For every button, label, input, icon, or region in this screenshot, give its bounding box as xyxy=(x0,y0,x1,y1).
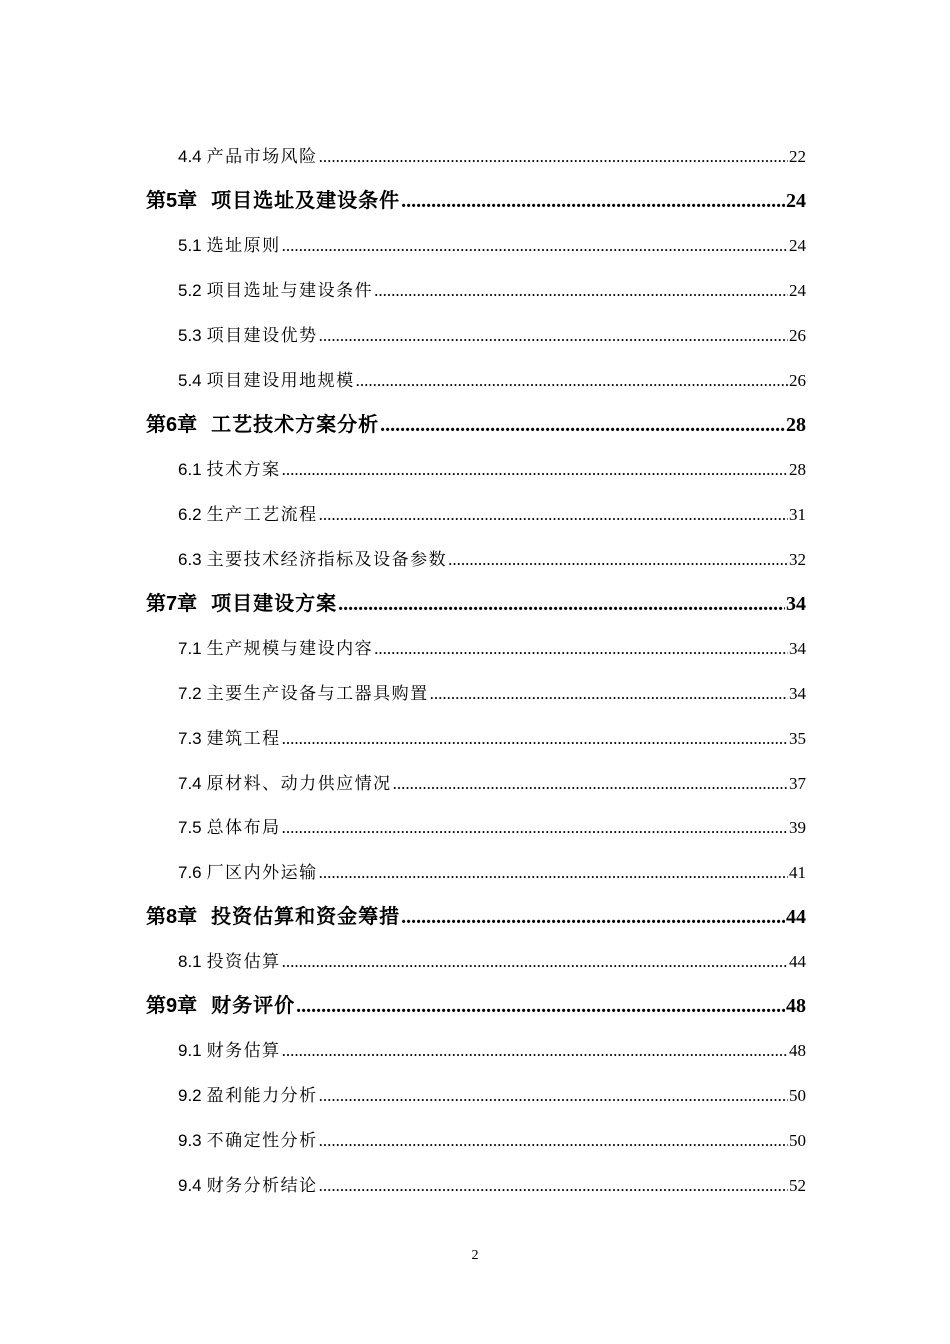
toc-page-number: 41 xyxy=(789,863,806,882)
dot-leader xyxy=(282,952,788,972)
dot-leader xyxy=(282,1041,788,1061)
toc-page-number: 48 xyxy=(786,995,806,1017)
toc-entry-7-4[interactable]: 7.4 原材料、动力供应情况 ..... 37 xyxy=(178,769,806,794)
dot-leader xyxy=(401,190,785,213)
toc-entry-6-2[interactable]: 6.2 生产工艺流程 ..... 31 xyxy=(178,500,806,525)
dot-leader xyxy=(356,371,788,391)
dot-leader xyxy=(282,236,788,256)
toc-page-number: 28 xyxy=(786,414,806,436)
toc-page-number: 32 xyxy=(789,550,806,569)
toc-page-number: 37 xyxy=(789,774,806,793)
toc-page-number: 39 xyxy=(789,818,806,837)
toc-page-number: 52 xyxy=(789,1176,806,1195)
dot-leader xyxy=(319,863,788,883)
dot-leader xyxy=(338,593,785,616)
dot-leader xyxy=(401,906,785,929)
toc-entry-5-4[interactable]: 5.4 项目建设用地规模 ..... 26 xyxy=(178,366,806,391)
dot-leader xyxy=(319,1131,788,1151)
dot-leader xyxy=(282,460,788,480)
dot-leader xyxy=(282,729,788,749)
toc-page-number: 34 xyxy=(789,639,806,658)
toc-entry-6-1[interactable]: 6.1 技术方案 ..... 28 xyxy=(178,455,806,480)
toc-page-number: 34 xyxy=(789,684,806,703)
toc-chapter-5[interactable]: 第5章 项目选址及建设条件 ..... 24 xyxy=(146,184,806,213)
toc-page-number: 44 xyxy=(789,952,806,971)
toc-entry-8-1[interactable]: 8.1 投资估算 ..... 44 xyxy=(178,947,806,972)
toc-page-number: 24 xyxy=(789,281,806,300)
toc-page-number: 28 xyxy=(789,460,806,479)
toc-entry-7-6[interactable]: 7.6 厂区内外运输 ..... 41 xyxy=(178,858,806,883)
toc-entry-7-3[interactable]: 7.3 建筑工程 ..... 35 xyxy=(178,724,806,749)
toc-entry-5-1[interactable]: 5.1 选址原则 ..... 24 xyxy=(178,231,806,256)
dot-leader xyxy=(374,639,788,659)
toc-entry-6-3[interactable]: 6.3 主要技术经济指标及设备参数 ..... 32 xyxy=(178,545,806,570)
toc-entry-5-2[interactable]: 5.2 项目选址与建设条件 ..... 24 xyxy=(178,276,806,301)
toc-chapter-9[interactable]: 第9章 财务评价 ..... 48 xyxy=(146,989,806,1018)
toc-entry-5-3[interactable]: 5.3 项目建设优势 ..... 26 xyxy=(178,321,806,346)
dot-leader xyxy=(282,818,788,838)
toc-entry-9-3[interactable]: 9.3 不确定性分析 ..... 50 xyxy=(178,1126,806,1151)
dot-leader xyxy=(319,1086,788,1106)
dot-leader xyxy=(296,995,785,1018)
dot-leader xyxy=(319,147,788,167)
dot-leader xyxy=(430,684,788,704)
toc-entry-4-4[interactable]: 4.4 产品市场风险 ..... 22 xyxy=(178,142,806,167)
toc-page-number: 24 xyxy=(786,190,806,212)
dot-leader xyxy=(319,1176,788,1196)
page-footer-number: 2 xyxy=(471,1248,479,1263)
dot-leader xyxy=(448,550,788,570)
toc-entry-7-1[interactable]: 7.1 生产规模与建设内容 ..... 34 xyxy=(178,634,806,659)
toc-entry-7-5[interactable]: 7.5 总体布局 ..... 39 xyxy=(178,813,806,838)
dot-leader xyxy=(374,281,788,301)
toc-chapter-6[interactable]: 第6章 工艺技术方案分析 ..... 28 xyxy=(146,408,806,437)
toc-chapter-8[interactable]: 第8章 投资估算和资金筹措 ..... 44 xyxy=(146,900,806,929)
toc-page-number: 34 xyxy=(786,593,806,615)
dot-leader xyxy=(380,414,785,437)
toc-entry-9-2[interactable]: 9.2 盈利能力分析 ..... 50 xyxy=(178,1081,806,1106)
toc-page-number: 50 xyxy=(789,1086,806,1105)
dot-leader xyxy=(319,326,788,346)
toc-page-number: 26 xyxy=(789,371,806,390)
toc-chapter-7[interactable]: 第7章 项目建设方案 ..... 34 xyxy=(146,587,806,616)
toc-page-number: 48 xyxy=(789,1041,806,1060)
toc-entry-9-1[interactable]: 9.1 财务估算 ..... 48 xyxy=(178,1036,806,1061)
toc-page-number: 22 xyxy=(789,147,806,166)
toc-page-number: 50 xyxy=(789,1131,806,1150)
toc-page-number: 44 xyxy=(786,906,806,928)
toc-page-number: 35 xyxy=(789,729,806,748)
toc-page-number: 26 xyxy=(789,326,806,345)
toc-page-number: 31 xyxy=(789,505,806,524)
toc-entry-7-2[interactable]: 7.2 主要生产设备与工器具购置 ..... 34 xyxy=(178,679,806,704)
dot-leader xyxy=(319,505,788,525)
toc-page-number: 24 xyxy=(789,236,806,255)
toc-entry-9-4[interactable]: 9.4 财务分析结论 ..... 52 xyxy=(178,1171,806,1196)
dot-leader xyxy=(393,774,788,794)
